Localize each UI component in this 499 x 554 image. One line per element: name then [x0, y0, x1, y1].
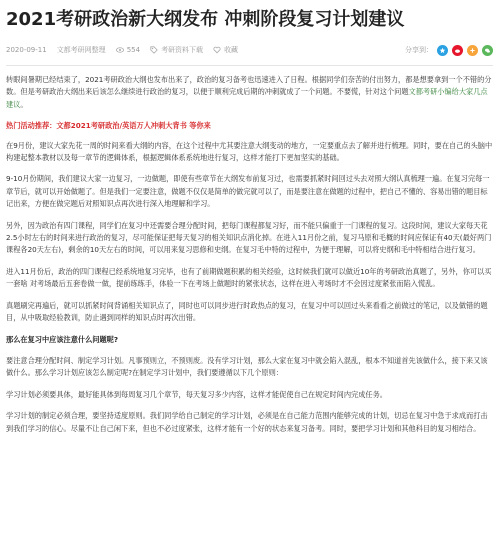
share-label: 分享到：: [405, 46, 433, 54]
paragraph-november: 进入11月份后，政治的四门课程已经系统地复习完毕，也有了前期做题积累的相关经验，这时候我们就可以做近10年的考研政治真题了，另外，你可以买一套啥 对考场最后五套卷做一做，提前练练手，体验一下在考场上做题时的紧张状态，这样在进入考场时才不会因过度紧张而陷入慌乱。: [6, 266, 492, 289]
meta-divider: [6, 65, 493, 66]
eye-icon: [116, 46, 124, 54]
view-count-text: 554: [126, 46, 141, 54]
share-qzone-button[interactable]: [437, 45, 448, 56]
view-count: [116, 46, 140, 54]
paragraph-plan-specific: 学习计划必须要具体，最好能具体到每周复习几个章节，每天复习多少内容，这样才能促使自己在规定时间内完成任务。: [6, 389, 387, 399]
paragraph-september: 在9月份，建议大家先花一周的时间来看大纲的内容，在这个过程中尤其要注意大纲变动的地方，一定要重点去了解并进行梳理。同时，要在自己的头脑中构建起整本教材以及每一章节的逻辑体系，根据逻辑体系系统地进行复习，这样才能打下更加坚实的基础。: [6, 140, 493, 163]
section-heading: 那么在复习中应该注意什么问题呢?: [6, 334, 118, 344]
share-bar: [405, 45, 493, 56]
weibo-icon: [454, 47, 461, 54]
wechat-icon: [484, 47, 491, 54]
publish-date-text: 2020-09-11: [6, 46, 47, 54]
star-icon: [439, 47, 446, 54]
plus-icon: [469, 47, 476, 54]
author-text: 文都考研网整理: [56, 46, 106, 54]
paragraph-time-allocation: 另外，因为政治有四门课程，同学们在复习中还需要合理分配时间，把每门课程都复习好，而不能只偏重于一门课程的复习。这段时间，建议大家每天花2.5小时左右的时间来进行政治的复习，尽可能保证把每天复习的相关知识点消化掉。在进入11月份之前，复习马原和毛概的时间应保证有40天(最好两门课程各20天左右)，剩余的10天左右的时间，可以用来复习思修和史纲。在复习毛中特的过程中，为便于理解，可以将史纲和毛中特相结合进行复习。: [6, 220, 492, 255]
collect-label: 收藏: [224, 46, 239, 54]
intro-paragraph: [6, 74, 493, 111]
author-info: [57, 45, 106, 55]
article-tag-text: 考研资料下载: [161, 46, 204, 54]
collect-button[interactable]: [213, 45, 238, 55]
intro-tail: 。: [20, 99, 28, 109]
paragraph-plan: 要注意合理分配时间、制定学习计划。凡事预则立，不预则废。没有学习计划，那么大家在复习中就会陷入混乱，根本不知道首先该做什么，接下来又该做什么。那么学习计划应该怎么制定呢?在制定学习计划中，我们要遵循以下几个原则：: [6, 355, 488, 378]
article-body: [6, 74, 493, 435]
hot-activity-link[interactable]: 热门活动推荐：文都2021考研政治/英语万人冲刺大背书 等你来: [6, 121, 211, 131]
article-title: 2021考研政治新大纲发布 冲刺阶段复习计划建议: [6, 9, 405, 30]
paragraph-sep-oct: 9-10月份期间，我们建议大家一边复习，一边做题，即使有些章节在大纲发布前复习过，也需要抓紧时间回过头去对照大纲认真梳理一遍。在复习完每一章节后，就可以开始做题了。但是我们一定要注意，做题不仅仅是简单的做完就可以了，而是要注意在做题的过程中，把自己不懂的、容易出错的题目标记出来，方便在做完题后对照知识点再次进行深入地理解和学习。: [6, 174, 490, 209]
heart-icon: [213, 46, 221, 54]
share-weibo-button[interactable]: [452, 45, 463, 56]
tag-icon: [150, 46, 158, 54]
article-meta: [6, 39, 493, 61]
article-tag[interactable]: [150, 45, 203, 55]
share-more-button[interactable]: [467, 45, 478, 56]
advice-link[interactable]: 文都考研小编给大家几点建议: [6, 87, 488, 109]
intro-text: 转眼间暑期已经结束了，2021考研政治大纲也发布出来了，政治的复习备考也迅速进入了日程。根据同学们奈苦的付出努力，都是想要拿到一个不错的分数。但是考研政治大纲出来后该怎么继续进行政治的复习，以便于顺利完成后期的冲刺就成了一个问题。不要慌，针对这个问题: [6, 75, 492, 97]
publish-date: [6, 46, 47, 54]
share-wechat-button[interactable]: [482, 45, 493, 56]
paragraph-plan-reasonable: 学习计划的制定必须合理，要坚持适度原则。我们同学给自己制定的学习计划，必须是在自己能力范围内能够完成的计划，切忌在复习中急于求成而打击到我们学习的信心。尽量不让自己闲下来，但也不必过度紧张，这样才能有一个好的状态来复习备考。同时，要把学习计划和其他科目的复习相结合。: [6, 411, 488, 433]
paragraph-review: 真题刷完再遍后，就可以抓紧时间背诵相关知识点了，同时也可以同步进行时政热点的复习，在复习中可以回过头来看看之前做过的笔记，以及做错的题目，从中吸取经验教训，防止遇到同样的知识点时再次出错。: [6, 300, 488, 323]
